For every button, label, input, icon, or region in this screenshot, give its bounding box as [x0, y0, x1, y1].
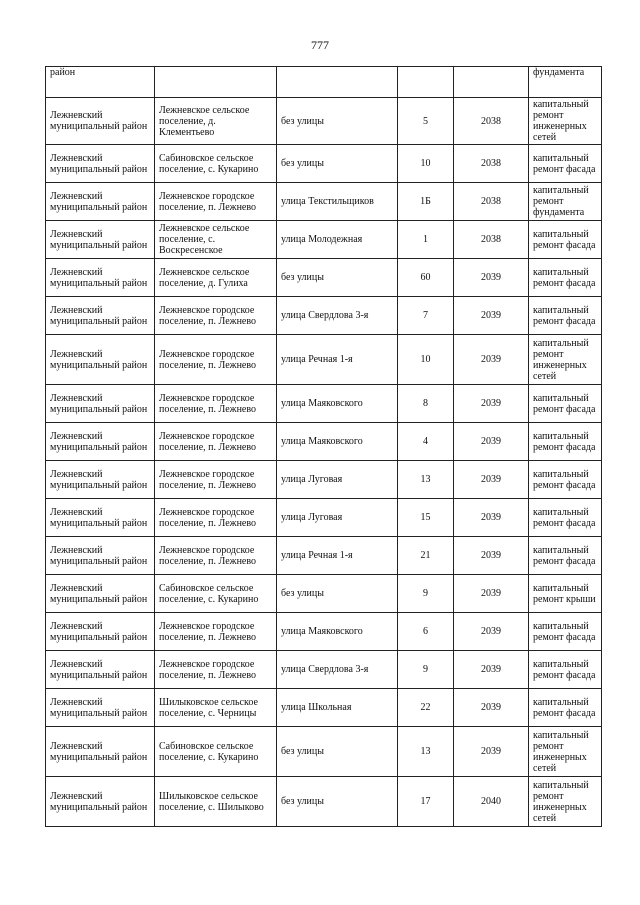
- cell-house: 60: [398, 259, 454, 297]
- cell-house: 9: [398, 651, 454, 689]
- table-row: [46, 221, 602, 259]
- cell-settlement: Лежневское городское поселение, п. Лежнево: [155, 385, 277, 423]
- table-row: [46, 423, 602, 461]
- cell-district: Лежневский муниципальный район: [46, 613, 155, 651]
- cell-work: капитальный ремонт фасада: [529, 689, 602, 727]
- cell-house: 6: [398, 613, 454, 651]
- cell-work: капитальный ремонт инженерных сетей: [529, 335, 602, 385]
- cell-work: капитальный ремонт фасада: [529, 651, 602, 689]
- cell-district: Лежневский муниципальный район: [46, 727, 155, 777]
- cell-district: Лежневский муниципальный район: [46, 499, 155, 537]
- table-body: [46, 67, 602, 827]
- cell-district: Лежневский муниципальный район: [46, 777, 155, 827]
- table-row: [46, 183, 602, 221]
- cell-house: 10: [398, 145, 454, 183]
- table-row: [46, 335, 602, 385]
- cell-year: 2039: [454, 499, 529, 537]
- cell-district: Лежневский муниципальный район: [46, 537, 155, 575]
- cell-district: Лежневский муниципальный район: [46, 461, 155, 499]
- cell-settlement: Лежневское городское поселение, п. Лежнево: [155, 423, 277, 461]
- cell-year: 2039: [454, 385, 529, 423]
- table-row-continuation: [46, 67, 602, 98]
- cell-settlement: Лежневское городское поселение, п. Лежнево: [155, 537, 277, 575]
- cell-year: 2038: [454, 98, 529, 145]
- cell-settlement: Лежневское городское поселение, п. Лежнево: [155, 499, 277, 537]
- cell-settlement: Шилыковское сельское поселение, с. Черницы: [155, 689, 277, 727]
- table-row: [46, 537, 602, 575]
- cell-house: 21: [398, 537, 454, 575]
- table-row: [46, 613, 602, 651]
- cell-year: 2039: [454, 689, 529, 727]
- cell-settlement: Сабиновское сельское поселение, с. Кукарино: [155, 727, 277, 777]
- cell-house: 7: [398, 297, 454, 335]
- table-row: [46, 727, 602, 777]
- repair-schedule-table: [45, 66, 602, 827]
- cell-house: 15: [398, 499, 454, 537]
- cell-house: 22: [398, 689, 454, 727]
- table-row: [46, 575, 602, 613]
- table-row: [46, 297, 602, 335]
- cell-work: капитальный ремонт инженерных сетей: [529, 727, 602, 777]
- table-row: [46, 259, 602, 297]
- cell-house: 5: [398, 98, 454, 145]
- cell-house: 1: [398, 221, 454, 259]
- cell-street: улица Маяковского: [277, 423, 398, 461]
- cell-year: 2039: [454, 575, 529, 613]
- page-number: 777: [311, 38, 329, 52]
- cell-year: 2040: [454, 777, 529, 827]
- cell-district: Лежневский муниципальный район: [46, 651, 155, 689]
- cell-district: Лежневский муниципальный район: [46, 145, 155, 183]
- cell-settlement: Лежневское сельское поселение, д. Гулиха: [155, 259, 277, 297]
- cell-settlement: Лежневское городское поселение, п. Лежнево: [155, 183, 277, 221]
- cell-work: капитальный ремонт фасада: [529, 461, 602, 499]
- cell-house: 1Б: [398, 183, 454, 221]
- table-row: [46, 145, 602, 183]
- table-row: [46, 499, 602, 537]
- cell-district: район: [46, 67, 155, 98]
- cell-street: улица Текстильщиков: [277, 183, 398, 221]
- cell-street: улица Свердлова 3-я: [277, 297, 398, 335]
- cell-settlement: Лежневское городское поселение, п. Лежнево: [155, 651, 277, 689]
- cell-settlement: [155, 67, 277, 98]
- cell-street: улица Луговая: [277, 499, 398, 537]
- cell-street: улица Луговая: [277, 461, 398, 499]
- cell-settlement: Лежневское сельское поселение, с. Воскресенское: [155, 221, 277, 259]
- table-row: [46, 651, 602, 689]
- cell-work: капитальный ремонт фасада: [529, 537, 602, 575]
- cell-work: капитальный ремонт фундамента: [529, 183, 602, 221]
- cell-district: Лежневский муниципальный район: [46, 335, 155, 385]
- cell-settlement: Лежневское городское поселение, п. Лежнево: [155, 461, 277, 499]
- cell-district: Лежневский муниципальный район: [46, 575, 155, 613]
- cell-house: 13: [398, 727, 454, 777]
- table-row: [46, 385, 602, 423]
- cell-street: без улицы: [277, 777, 398, 827]
- cell-house: 4: [398, 423, 454, 461]
- cell-work: капитальный ремонт фасада: [529, 145, 602, 183]
- cell-street: улица Маяковского: [277, 385, 398, 423]
- cell-work: капитальный ремонт фасада: [529, 613, 602, 651]
- cell-year: 2039: [454, 651, 529, 689]
- cell-work: капитальный ремонт инженерных сетей: [529, 777, 602, 827]
- cell-street: [277, 67, 398, 98]
- cell-street: улица Маяковского: [277, 613, 398, 651]
- cell-street: без улицы: [277, 259, 398, 297]
- cell-settlement: Сабиновское сельское поселение, с. Кукарино: [155, 145, 277, 183]
- cell-year: 2039: [454, 613, 529, 651]
- cell-street: улица Свердлова 3-я: [277, 651, 398, 689]
- cell-settlement: Шилыковское сельское поселение, с. Шилыково: [155, 777, 277, 827]
- cell-work: капитальный ремонт инженерных сетей: [529, 98, 602, 145]
- cell-settlement: Сабиновское сельское поселение, с. Кукарино: [155, 575, 277, 613]
- cell-street: улица Молодежная: [277, 221, 398, 259]
- cell-house: 8: [398, 385, 454, 423]
- cell-work: фундамента: [529, 67, 602, 98]
- cell-street: без улицы: [277, 575, 398, 613]
- cell-settlement: Лежневское городское поселение, п. Лежнево: [155, 335, 277, 385]
- cell-district: Лежневский муниципальный район: [46, 98, 155, 145]
- cell-year: 2039: [454, 259, 529, 297]
- cell-year: 2038: [454, 183, 529, 221]
- table-row: [46, 689, 602, 727]
- cell-street: улица Школьная: [277, 689, 398, 727]
- cell-year: [454, 67, 529, 98]
- cell-district: Лежневский муниципальный район: [46, 423, 155, 461]
- cell-district: Лежневский муниципальный район: [46, 259, 155, 297]
- table-row: [46, 777, 602, 827]
- cell-work: капитальный ремонт фасада: [529, 385, 602, 423]
- table-row: [46, 98, 602, 145]
- cell-street: без улицы: [277, 145, 398, 183]
- cell-settlement: Лежневское городское поселение, п. Лежнево: [155, 613, 277, 651]
- cell-house: 10: [398, 335, 454, 385]
- cell-year: 2039: [454, 335, 529, 385]
- cell-street: улица Речная 1-я: [277, 537, 398, 575]
- cell-year: 2039: [454, 297, 529, 335]
- cell-work: капитальный ремонт фасада: [529, 297, 602, 335]
- cell-street: улица Речная 1-я: [277, 335, 398, 385]
- table-row: [46, 461, 602, 499]
- cell-house: 13: [398, 461, 454, 499]
- cell-district: Лежневский муниципальный район: [46, 221, 155, 259]
- cell-district: Лежневский муниципальный район: [46, 297, 155, 335]
- cell-street: без улицы: [277, 98, 398, 145]
- cell-year: 2038: [454, 145, 529, 183]
- cell-district: Лежневский муниципальный район: [46, 385, 155, 423]
- cell-year: 2039: [454, 727, 529, 777]
- cell-work: капитальный ремонт крыши: [529, 575, 602, 613]
- cell-year: 2039: [454, 537, 529, 575]
- cell-house: 17: [398, 777, 454, 827]
- cell-house: [398, 67, 454, 98]
- cell-street: без улицы: [277, 727, 398, 777]
- cell-year: 2039: [454, 423, 529, 461]
- cell-settlement: Лежневское сельское поселение, д. Клементьево: [155, 98, 277, 145]
- cell-year: 2038: [454, 221, 529, 259]
- cell-work: капитальный ремонт фасада: [529, 499, 602, 537]
- cell-district: Лежневский муниципальный район: [46, 183, 155, 221]
- cell-district: Лежневский муниципальный район: [46, 689, 155, 727]
- cell-house: 9: [398, 575, 454, 613]
- cell-year: 2039: [454, 461, 529, 499]
- cell-work: капитальный ремонт фасада: [529, 221, 602, 259]
- cell-settlement: Лежневское городское поселение, п. Лежнево: [155, 297, 277, 335]
- cell-work: капитальный ремонт фасада: [529, 259, 602, 297]
- cell-work: капитальный ремонт фасада: [529, 423, 602, 461]
